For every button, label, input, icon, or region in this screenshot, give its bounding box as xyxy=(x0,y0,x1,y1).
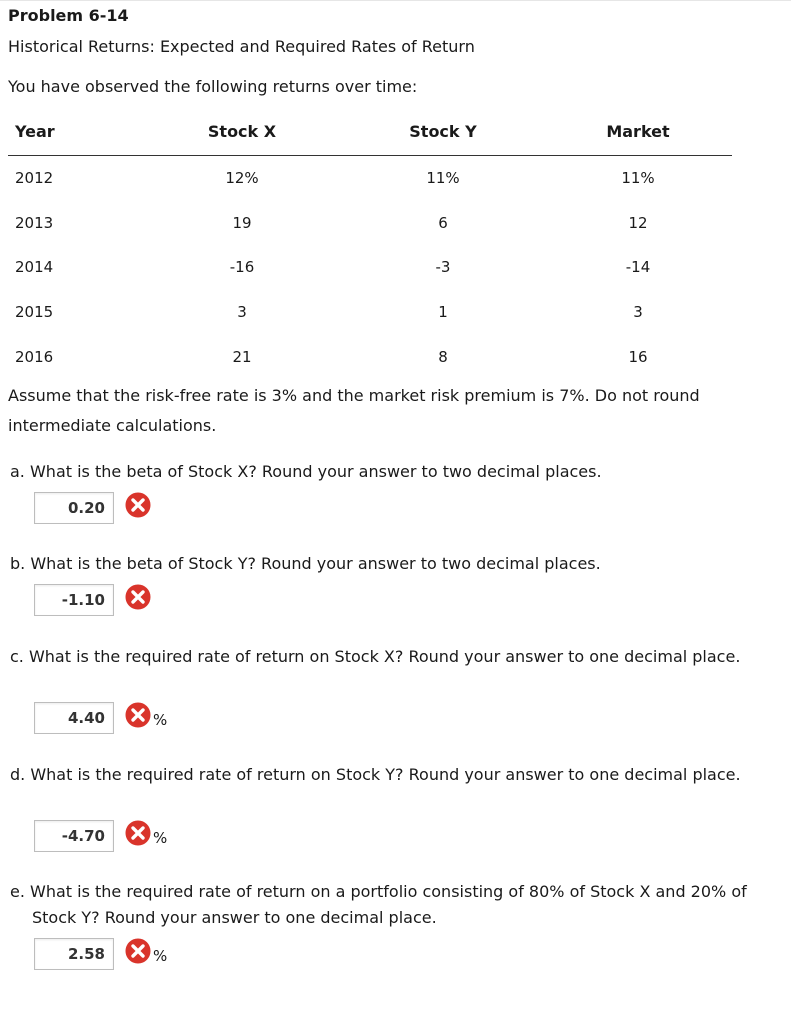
cell-year: 2012 xyxy=(15,169,54,187)
question-c-text: c. What is the required rate of return on Stock X? Round your answer to one decimal place. xyxy=(10,647,741,666)
problem-subtitle: Historical Returns: Expected and Required Rates of Return xyxy=(8,37,475,56)
cell-market: 16 xyxy=(628,348,648,366)
percent-unit-d: % xyxy=(153,829,168,847)
question-e-text: e. What is the required rate of return on a portfolio consisting of 80% of Stock X and 20% of Stock Y? Round your answer to one decimal place. xyxy=(10,882,747,927)
answer-d-field[interactable]: -4.70 xyxy=(34,820,114,852)
cell-stock-y: 1 xyxy=(438,303,448,321)
header-rule xyxy=(8,155,732,156)
cell-stock-y: 6 xyxy=(438,214,448,232)
answer-c-field[interactable]: 4.40 xyxy=(34,702,114,734)
incorrect-x-icon xyxy=(123,490,153,520)
cell-year: 2013 xyxy=(15,214,54,232)
top-divider xyxy=(0,0,791,1)
cell-stock-y: -3 xyxy=(435,258,451,276)
col-header-stock-y: Stock Y xyxy=(409,122,477,141)
question-a-text: a. What is the beta of Stock X? Round your answer to two decimal places. xyxy=(10,462,602,481)
answer-e-field[interactable]: 2.58 xyxy=(34,938,114,970)
cell-stock-x: 21 xyxy=(232,348,252,366)
cell-market: 3 xyxy=(633,303,643,321)
cell-year: 2015 xyxy=(15,303,54,321)
answer-b-field[interactable]: -1.10 xyxy=(34,584,114,616)
incorrect-x-icon xyxy=(123,936,153,966)
col-header-year: Year xyxy=(15,122,55,141)
intro-text: You have observed the following returns over time: xyxy=(8,77,418,96)
cell-stock-x: 19 xyxy=(232,214,252,232)
question-d-text: d. What is the required rate of return on Stock Y? Round your answer to one decimal place. xyxy=(10,765,741,784)
cell-stock-y: 11% xyxy=(426,169,460,187)
answer-a-field[interactable]: 0.20 xyxy=(34,492,114,524)
incorrect-x-icon xyxy=(123,582,153,612)
incorrect-x-icon xyxy=(123,818,153,848)
cell-stock-x: 12% xyxy=(225,169,259,187)
problem-title: Problem 6-14 xyxy=(8,6,129,25)
cell-stock-y: 8 xyxy=(438,348,448,366)
incorrect-x-icon xyxy=(123,700,153,730)
percent-unit-e: % xyxy=(153,947,168,965)
cell-stock-x: -16 xyxy=(229,258,255,276)
col-header-stock-x: Stock X xyxy=(207,122,277,141)
cell-year: 2014 xyxy=(15,258,54,276)
percent-unit-c: % xyxy=(153,711,168,729)
question-b-text: b. What is the beta of Stock Y? Round your answer to two decimal places. xyxy=(10,554,601,573)
cell-market: 11% xyxy=(621,169,655,187)
cell-year: 2016 xyxy=(15,348,54,366)
cell-market: 12 xyxy=(628,214,648,232)
col-header-market: Market xyxy=(606,122,670,141)
cell-stock-x: 3 xyxy=(237,303,247,321)
assumption-text: Assume that the risk-free rate is 3% and the market risk premium is 7%. Do not round intermediate calculations. xyxy=(8,386,700,435)
cell-market: -14 xyxy=(625,258,651,276)
